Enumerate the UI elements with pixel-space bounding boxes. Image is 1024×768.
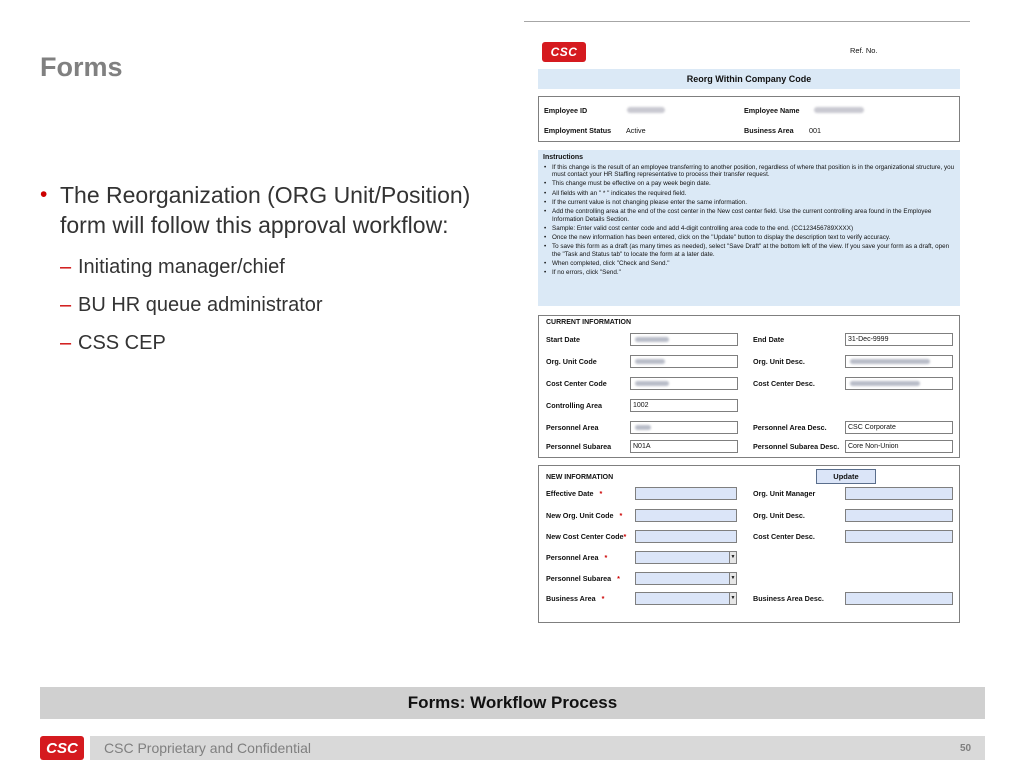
- instruction-item: • Sample: Enter valid cost center code and add 4-digit controlling area code to the end. (CC123456789XXXX): [543, 225, 955, 233]
- personnel-subarea-label: Personnel Subarea: [546, 442, 612, 451]
- new-cost-center-code-label: New Cost Center Code*: [546, 532, 627, 541]
- personnel-area-label: Personnel Area: [546, 423, 599, 432]
- personnel-subarea-field[interactable]: N01A: [630, 440, 738, 453]
- business-area-desc-label: Business Area Desc.: [753, 594, 824, 603]
- new-org-unit-code-label: New Org. Unit Code *: [546, 511, 623, 520]
- controlling-area-label: Controlling Area: [546, 401, 603, 410]
- employee-name-value-redacted: [814, 107, 864, 113]
- org-unit-code-field[interactable]: [630, 355, 738, 368]
- new-business-area-label: Business Area *: [546, 594, 605, 603]
- start-date-label: Start Date: [546, 335, 580, 344]
- slide-title: Forms: [40, 52, 123, 82]
- new-org-unit-desc-label: Org. Unit Desc.: [753, 511, 805, 520]
- instruction-item: • All fields with an " * " indicates the required field.: [543, 190, 955, 198]
- bullet-text: The Reorganization (ORG Unit/Position) form will follow this approval workflow:: [60, 182, 471, 239]
- form-csc-logo: CSC: [542, 42, 586, 62]
- csc-logo: CSC: [40, 736, 84, 760]
- personnel-subarea-desc-label: Personnel Subarea Desc.: [753, 442, 840, 451]
- instructions-list: [543, 164, 955, 277]
- form-title: Reorg Within Company Code: [538, 69, 960, 89]
- cost-center-desc-input[interactable]: [845, 530, 953, 543]
- sub-bullet-text: BU HR queue administrator: [78, 293, 323, 316]
- personnel-area-desc-label: Personnel Area Desc.: [753, 423, 827, 432]
- new-information-box: [538, 465, 960, 623]
- end-date-field[interactable]: 31-Dec-9999: [845, 333, 953, 346]
- instruction-item: • If the current value is not changing please enter the same information.: [543, 199, 955, 207]
- instruction-item: • If this change is the result of an employee transferring to another position, regardless of where that position is in the organizational structure, you must contact your HR Staffing representative to process their transfer request.: [543, 164, 955, 179]
- top-divider: [524, 21, 970, 22]
- start-date-field[interactable]: [630, 333, 738, 346]
- instruction-item: • This change must be effective on a pay week begin date.: [543, 180, 955, 188]
- dropdown-arrow-icon: ▼: [729, 573, 736, 584]
- ref-no-label: Ref. No.: [850, 46, 878, 55]
- personnel-subarea-select[interactable]: [635, 572, 737, 585]
- instruction-item: • Add the controlling area at the end of the cost center in the New cost center field. Use the current controlling area found in the Employee Information Details Section.: [543, 208, 955, 223]
- employee-name-label: Employee Name: [744, 106, 800, 115]
- effective-date-input[interactable]: [635, 487, 737, 500]
- employee-id-value-redacted: [627, 107, 665, 113]
- sub-bullet-list: [60, 255, 500, 355]
- org-unit-desc-input[interactable]: [845, 509, 953, 522]
- bullet-dot-icon: •: [40, 183, 48, 206]
- instruction-item: • When completed, click "Check and Send.": [543, 260, 955, 268]
- instruction-item: • Once the new information has been entered, click on the "Update" button to display the description text to verify accuracy.: [543, 234, 955, 242]
- sub-bullet-text: Initiating manager/chief: [78, 255, 285, 278]
- org-unit-manager-input[interactable]: [845, 487, 953, 500]
- footer-title: Forms: Workflow Process: [40, 687, 985, 719]
- end-date-label: End Date: [753, 335, 785, 344]
- page-number: 50: [960, 743, 972, 754]
- sub-bullet-item: [60, 255, 500, 279]
- sub-bullet-text: CSS CEP: [78, 331, 166, 354]
- instructions-heading: Instructions: [543, 154, 584, 161]
- employment-status-value: Active: [626, 126, 646, 135]
- new-personnel-subarea-label: Personnel Subarea *: [546, 574, 620, 583]
- org-unit-desc-field[interactable]: [845, 355, 953, 368]
- cost-center-code-field[interactable]: [630, 377, 738, 390]
- business-area-label: Business Area: [744, 126, 794, 135]
- sub-bullet-item: [60, 293, 500, 317]
- sub-bullet-item: [60, 331, 500, 355]
- cost-center-code-label: Cost Center Code: [546, 379, 607, 388]
- org-unit-code-label: Org. Unit Code: [546, 357, 597, 366]
- bullet-item: [40, 180, 500, 241]
- current-information-box: [538, 315, 960, 458]
- cost-center-desc-field[interactable]: [845, 377, 953, 390]
- employment-status-label: Employment Status: [544, 126, 612, 135]
- personnel-area-select[interactable]: [635, 551, 737, 564]
- update-button[interactable]: Update: [816, 469, 876, 484]
- new-cost-center-code-input[interactable]: [635, 530, 737, 543]
- business-area-select[interactable]: [635, 592, 737, 605]
- instruction-item: • To save this form as a draft (as many times as needed), select "Save Draft" at the bottom left of the view. If you save your form as a draft, open the "Task and Status tab" to locate the form at a later date.: [543, 243, 955, 258]
- business-area-value: 001: [809, 126, 821, 135]
- new-personnel-area-label: Personnel Area *: [546, 553, 608, 562]
- org-unit-manager-label: Org. Unit Manager: [753, 489, 816, 498]
- controlling-area-field[interactable]: 1002: [630, 399, 738, 412]
- dropdown-arrow-icon: ▼: [729, 593, 736, 604]
- personnel-area-desc-field[interactable]: CSC Corporate: [845, 421, 953, 434]
- instructions-panel: [538, 150, 960, 306]
- dash-icon: –: [60, 255, 72, 278]
- employee-info-box: [538, 96, 960, 142]
- org-unit-desc-label: Org. Unit Desc.: [753, 357, 805, 366]
- dash-icon: –: [60, 331, 72, 354]
- reorg-form: [532, 34, 970, 628]
- dropdown-arrow-icon: ▼: [729, 552, 736, 563]
- dash-icon: –: [60, 293, 72, 316]
- new-information-heading: NEW INFORMATION: [546, 474, 614, 481]
- bullet-list: [40, 180, 500, 355]
- business-area-desc-input[interactable]: [845, 592, 953, 605]
- current-information-heading: CURRENT INFORMATION: [546, 319, 632, 326]
- personnel-area-field[interactable]: [630, 421, 738, 434]
- instruction-item: • If no errors, click "Send.": [543, 269, 955, 277]
- confidential-notice: CSC Proprietary and Confidential: [104, 740, 311, 756]
- new-cost-center-desc-label: Cost Center Desc.: [753, 532, 815, 541]
- personnel-subarea-desc-field[interactable]: Core Non-Union: [845, 440, 953, 453]
- effective-date-label: Effective Date *: [546, 489, 603, 498]
- cost-center-desc-label: Cost Center Desc.: [753, 379, 815, 388]
- employee-id-label: Employee ID: [544, 106, 588, 115]
- new-org-unit-code-input[interactable]: [635, 509, 737, 522]
